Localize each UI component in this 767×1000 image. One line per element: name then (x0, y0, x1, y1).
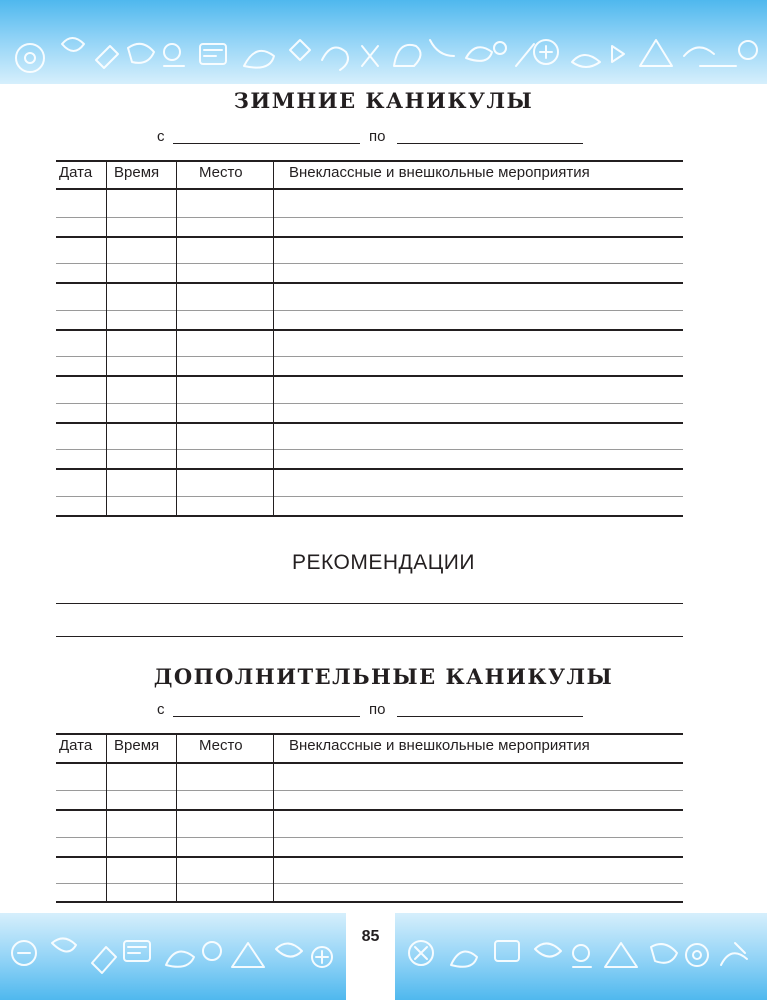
additional-title: ДОПОЛНИТЕЛЬНЫЕ КАНИКУЛЫ (153, 664, 614, 689)
header-rule (56, 188, 683, 190)
column-divider (273, 162, 274, 515)
table-row[interactable] (56, 310, 683, 311)
column-divider (106, 162, 107, 515)
winter-date-range (0, 128, 767, 150)
header-rule (56, 762, 683, 764)
additional-date-range (0, 701, 767, 723)
column-header-place: Место (199, 737, 243, 754)
header-decorative-band (0, 0, 767, 84)
table-row[interactable] (56, 282, 683, 284)
column-divider (273, 735, 274, 901)
doodle-pattern (0, 913, 346, 1000)
doodle-pattern (395, 913, 767, 1000)
table-row[interactable] (56, 236, 683, 238)
doodle-pattern (0, 0, 767, 84)
additional-from-label: с (157, 701, 165, 718)
column-header-time: Время (114, 164, 160, 181)
column-header-date: Дата (59, 737, 93, 754)
column-header-time: Время (114, 737, 160, 754)
recommendations-title: РЕКОМЕНДАЦИИ (292, 551, 475, 574)
column-header-activities: Внеклассные и внешкольные мероприятия (289, 737, 590, 754)
column-divider (176, 162, 177, 515)
table-row[interactable] (56, 468, 683, 470)
column-header-place: Место (199, 164, 243, 181)
column-divider (176, 735, 177, 901)
table-row[interactable] (56, 375, 683, 377)
footer-decorative-band-left (0, 913, 346, 1000)
table-row[interactable] (56, 217, 683, 218)
table-row[interactable] (56, 263, 683, 264)
column-divider (106, 735, 107, 901)
table-row[interactable] (56, 790, 683, 791)
additional-table (56, 733, 683, 903)
winter-title: ЗИМНИЕ КАНИКУЛЫ (233, 88, 534, 113)
winter-from-field[interactable] (173, 143, 360, 144)
table-row[interactable] (56, 809, 683, 811)
table-row[interactable] (56, 449, 683, 450)
additional-to-label: по (369, 701, 386, 718)
additional-from-field[interactable] (173, 716, 360, 717)
table-row[interactable] (56, 883, 683, 884)
winter-from-label: с (157, 128, 165, 145)
table-top-rule (56, 733, 683, 735)
column-header-activities: Внеклассные и внешкольные мероприятия (289, 164, 590, 181)
winter-to-label: по (369, 128, 386, 145)
table-row[interactable] (56, 422, 683, 424)
additional-to-field[interactable] (397, 716, 583, 717)
table-row[interactable] (56, 329, 683, 331)
table-row[interactable] (56, 403, 683, 404)
recommendations-line[interactable] (56, 636, 683, 637)
table-row[interactable] (56, 496, 683, 497)
table-bottom-rule (56, 515, 683, 517)
winter-table (56, 160, 683, 516)
table-row[interactable] (56, 837, 683, 838)
table-row[interactable] (56, 356, 683, 357)
table-bottom-rule (56, 901, 683, 903)
winter-to-field[interactable] (397, 143, 583, 144)
page-number: 85 (361, 928, 380, 945)
table-row[interactable] (56, 856, 683, 858)
recommendations-line[interactable] (56, 603, 683, 604)
table-top-rule (56, 160, 683, 162)
footer-decorative-band-right (395, 913, 767, 1000)
column-header-date: Дата (59, 164, 93, 181)
